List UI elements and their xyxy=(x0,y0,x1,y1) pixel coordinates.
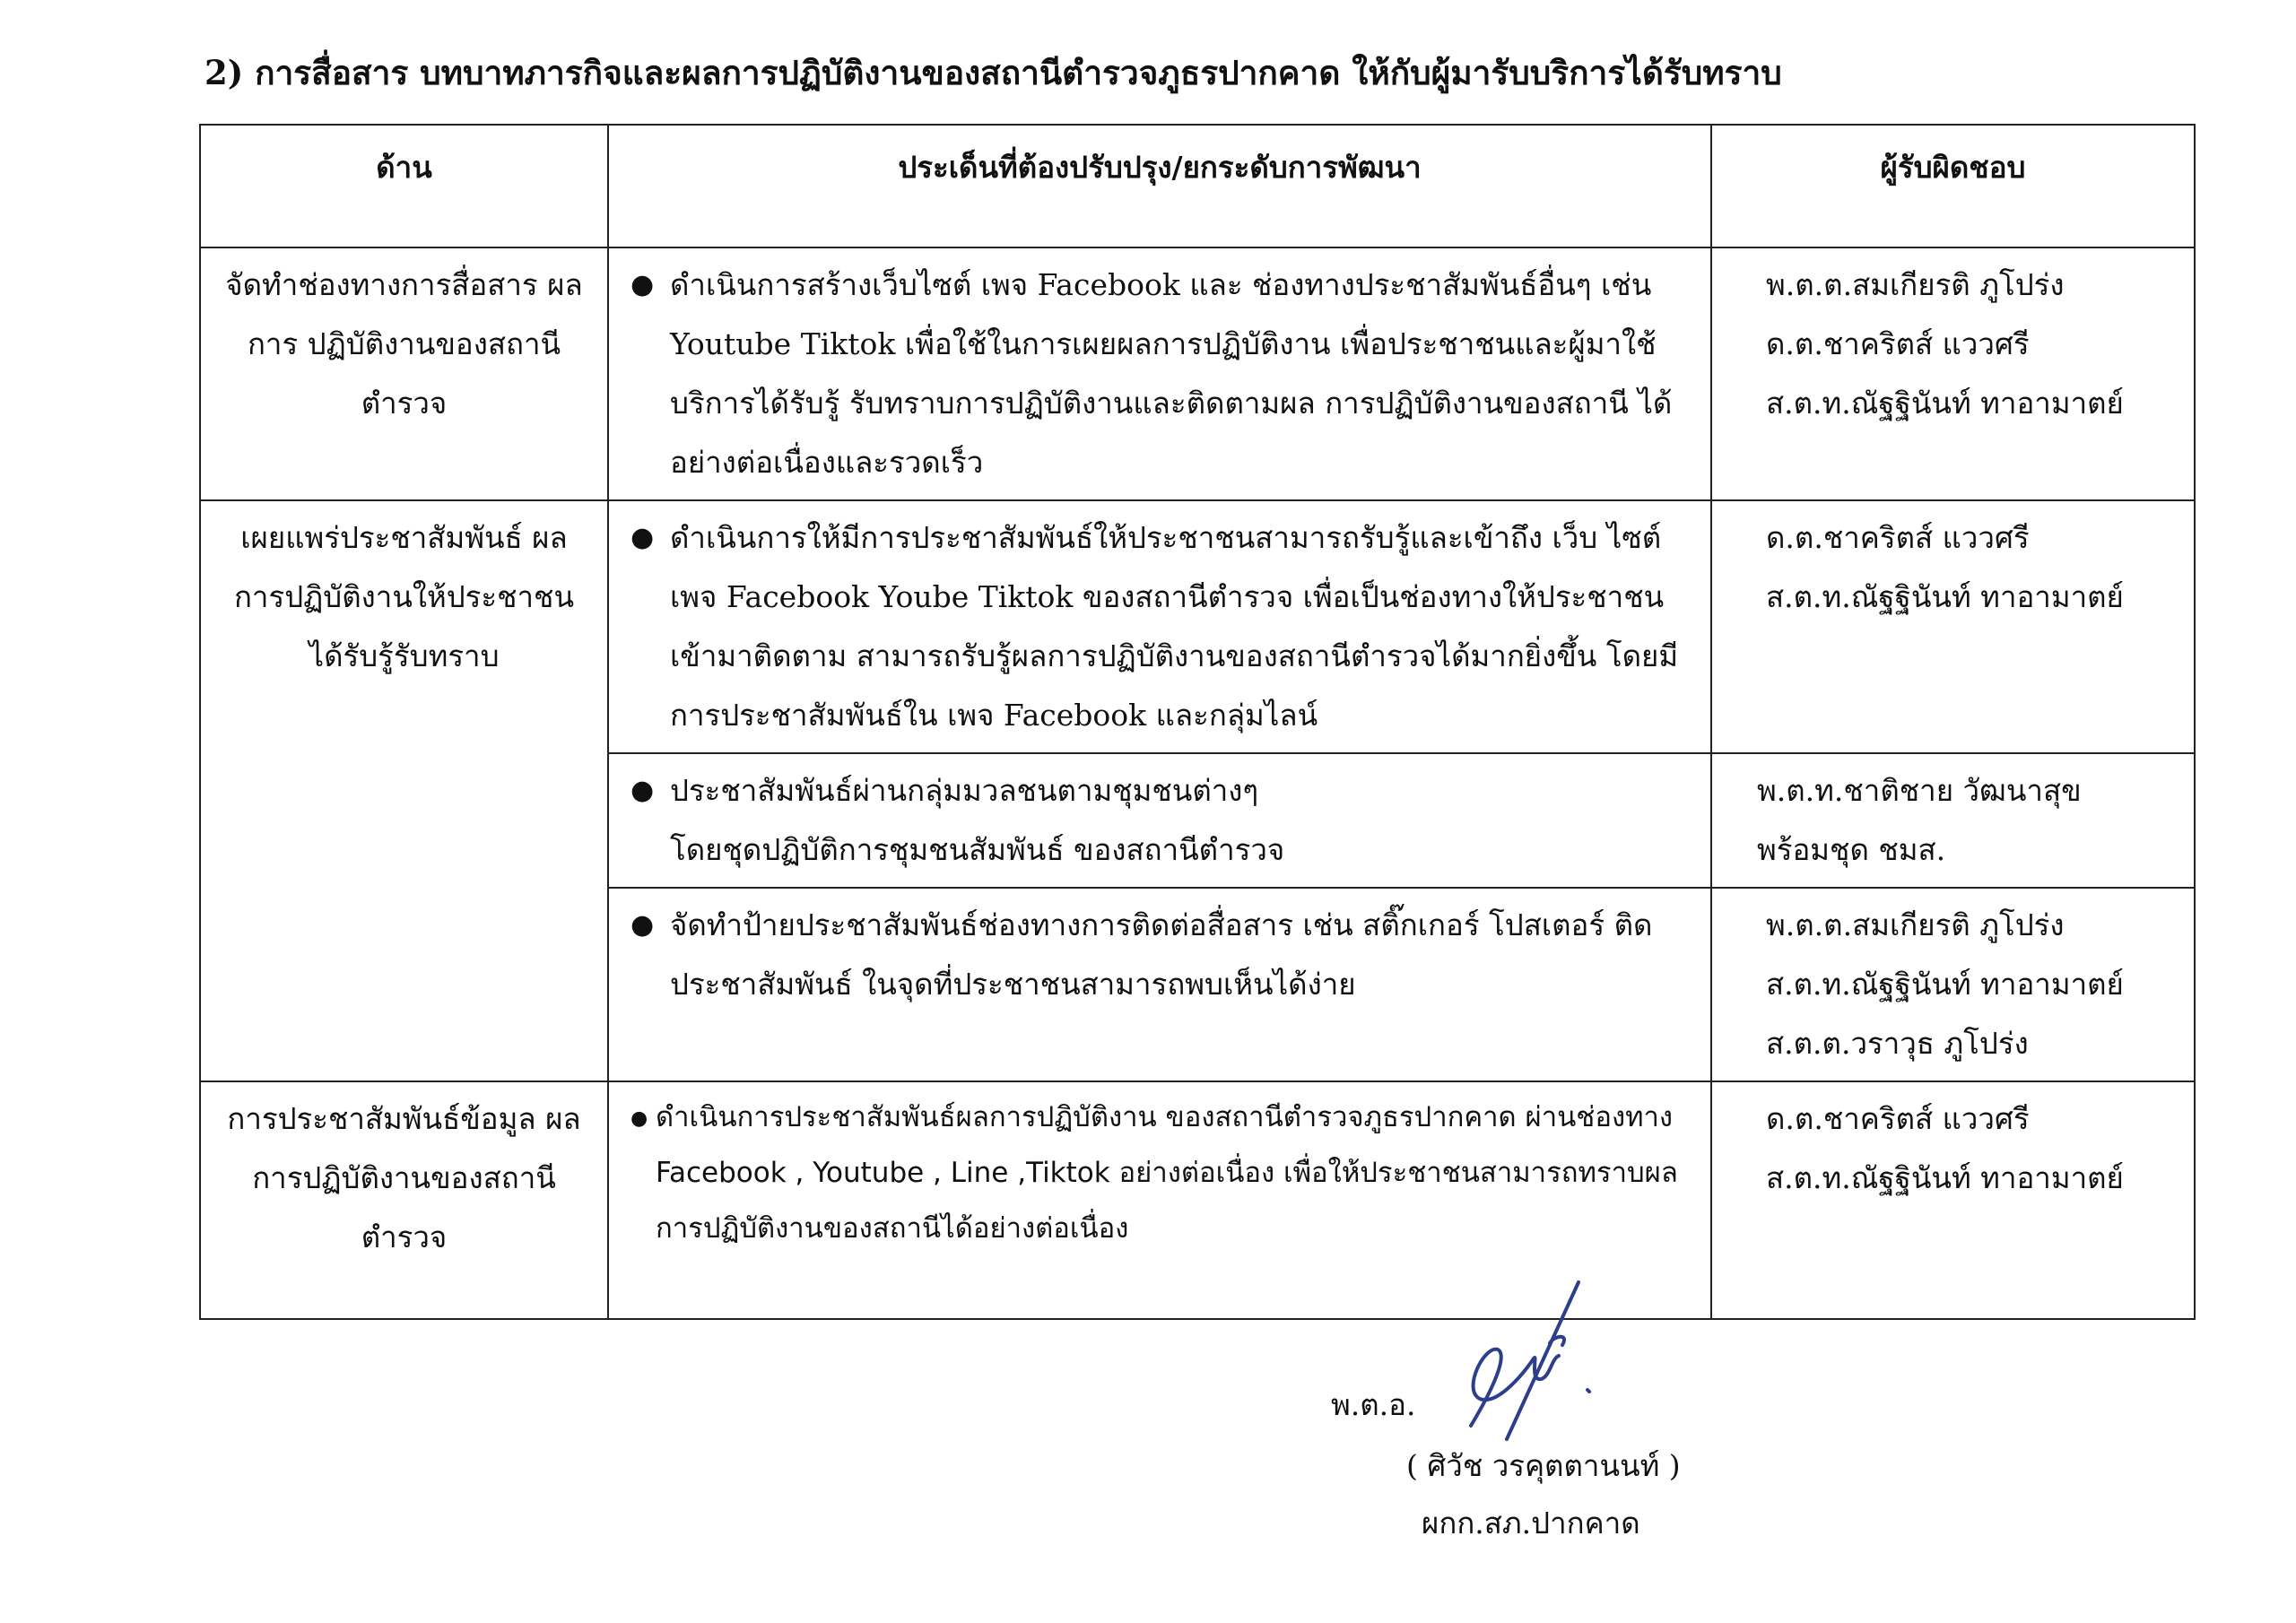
bullet-icon: ● xyxy=(631,1107,648,1130)
header-aspect: ด้าน xyxy=(200,125,608,247)
aspect-cell: การประชาสัมพันธ์ข้อมูล ผลการปฏิบัติงานของสถานี ตำรวจ xyxy=(200,1081,608,1319)
issue-cell xyxy=(608,888,1711,1081)
table-header-row xyxy=(200,125,2195,247)
responsible-person: ส.ต.ท.ณัฐฐินันท์ ทาอามาตย์ xyxy=(1766,579,2124,614)
responsible-person: ด.ต.ชาคริตส์ แววศรี xyxy=(1766,1101,2030,1136)
responsible-person: ส.ต.ต.วราวุธ ภูโปร่ง xyxy=(1766,1026,2029,1061)
aspect-cell: จัดทำช่องทางการสื่อสาร ผลการ ปฏิบัติงานของสถานี ตำรวจ xyxy=(200,247,608,500)
table-row xyxy=(200,500,2195,753)
issue-line: ประชาสัมพันธ์ ในจุดที่ประชาชนสามารถพบเห็นได้ง่าย xyxy=(670,967,1356,1002)
signature-rank: พ.ต.อ. xyxy=(1331,1387,1416,1422)
signature-position: ผกก.สภ.ปากคาด xyxy=(1422,1506,1640,1541)
responsible-person: ส.ต.ท.ณัฐฐินันท์ ทาอามาตย์ xyxy=(1766,386,2124,421)
document-heading: 2) การสื่อสาร บทบาทภารกิจและผลการปฏิบัติงานของสถานีตำรวจภูธรปากคาด ให้กับผู้มารับบริการได้รับทราบ xyxy=(204,53,1782,92)
header-responsible: ผู้รับผิดชอบ xyxy=(1711,125,2195,247)
header-issues: ประเด็นที่ต้องปรับปรุง/ยกระดับการพัฒนา xyxy=(608,125,1711,247)
issue-line: โดยชุดปฏิบัติการชุมชนสัมพันธ์ ของสถานีตำรวจ xyxy=(670,832,1285,867)
issue-line: จัดทำป้ายประชาสัมพันธ์ช่องทางการติดต่อสื่อสาร เช่น สติ๊กเกอร์ โปสเตอร์ ติด xyxy=(670,907,1653,942)
responsible-cell xyxy=(1711,247,2195,500)
responsible-person: พ.ต.ต.สมเกียรติ ภูโปร่ง xyxy=(1766,267,2065,302)
table-row xyxy=(200,1081,2195,1319)
responsible-person: พร้อมชุด ชมส. xyxy=(1757,832,1946,867)
issue-cell xyxy=(608,500,1711,753)
issue-line: ประชาสัมพันธ์ผ่านกลุ่มมวลชนตามชุมชนต่างๆ xyxy=(670,773,1259,808)
issue-cell xyxy=(608,247,1711,500)
handwritten-signature xyxy=(1444,1273,1659,1453)
issue-text: ดำเนินการประชาสัมพันธ์ผลการปฏิบัติงาน ของสถานีตำรวจภูธรปากคาด ผ่านช่องทาง Facebook , Youtube , Line ,Tiktok อย่างต่อเนื่อง เพื่อให้ประชาชนสามารถทราบผลการปฏิบัติงานของสถานีได้อย่างต่อเนื่อง xyxy=(656,1101,1678,1245)
issue-cell xyxy=(608,753,1711,888)
table-row xyxy=(200,247,2195,500)
bullet-icon: ● xyxy=(631,909,655,941)
aspect-cell: เผยแพร่ประชาสัมพันธ์ ผลการปฏิบัติงานให้ประชาชน ได้รับรู้รับทราบ xyxy=(200,500,608,1081)
bullet-icon: ● xyxy=(631,775,655,806)
responsible-cell xyxy=(1711,888,2195,1081)
issue-text: ดำเนินการสร้างเว็บไซต์ เพจ Facebook และ ช่องทางประชาสัมพันธ์อื่นๆ เช่น Youtube Tiktok เพื่อใช้ในการเผยผลการปฏิบัติงาน เพื่อประชาชนและผู้มาใช้บริการได้รับรู้ รับทราบการปฏิบัติงานและติดตามผล การปฏิบัติงานของสถานี ได้อย่างต่อเนื่องและรวดเร็ว xyxy=(670,267,1673,480)
responsible-cell xyxy=(1711,1081,2195,1319)
responsible-person: ส.ต.ท.ณัฐฐินันท์ ทาอามาตย์ xyxy=(1766,967,2124,1002)
issue-text: ดำเนินการให้มีการประชาสัมพันธ์ให้ประชาชนสามารถรับรู้และเข้าถึง เว็บ ไซต์ เพจ Facebook Yoube Tiktok ของสถานีตำรวจ เพื่อเป็นช่องทางให้ประชาชนเข้ามาติดตาม สามารถรับรู้ผลการปฏิบัติงานของสถานีตำรวจได้มากยิ่งขึ้น โดยมีการประชาสัมพันธ์ใน เพจ Facebook และกลุ่มไลน์ xyxy=(670,520,1679,733)
signature-name: ( ศิวัช วรคุตตานนท์ ) xyxy=(1406,1448,1681,1483)
responsible-person: ด.ต.ชาคริตส์ แววศรี xyxy=(1766,326,2030,361)
bullet-icon: ● xyxy=(631,522,655,553)
responsible-cell xyxy=(1711,753,2195,888)
responsible-person: พ.ต.ต.สมเกียรติ ภูโปร่ง xyxy=(1766,907,2065,942)
responsible-cell xyxy=(1711,500,2195,753)
improvement-table xyxy=(199,124,2196,1320)
responsible-person: ด.ต.ชาคริตส์ แววศรี xyxy=(1766,520,2030,555)
responsible-person: ส.ต.ท.ณัฐฐินันท์ ทาอามาตย์ xyxy=(1766,1160,2124,1195)
responsible-person: พ.ต.ท.ชาติชาย วัฒนาสุข xyxy=(1757,773,2082,808)
bullet-icon: ● xyxy=(631,269,655,300)
